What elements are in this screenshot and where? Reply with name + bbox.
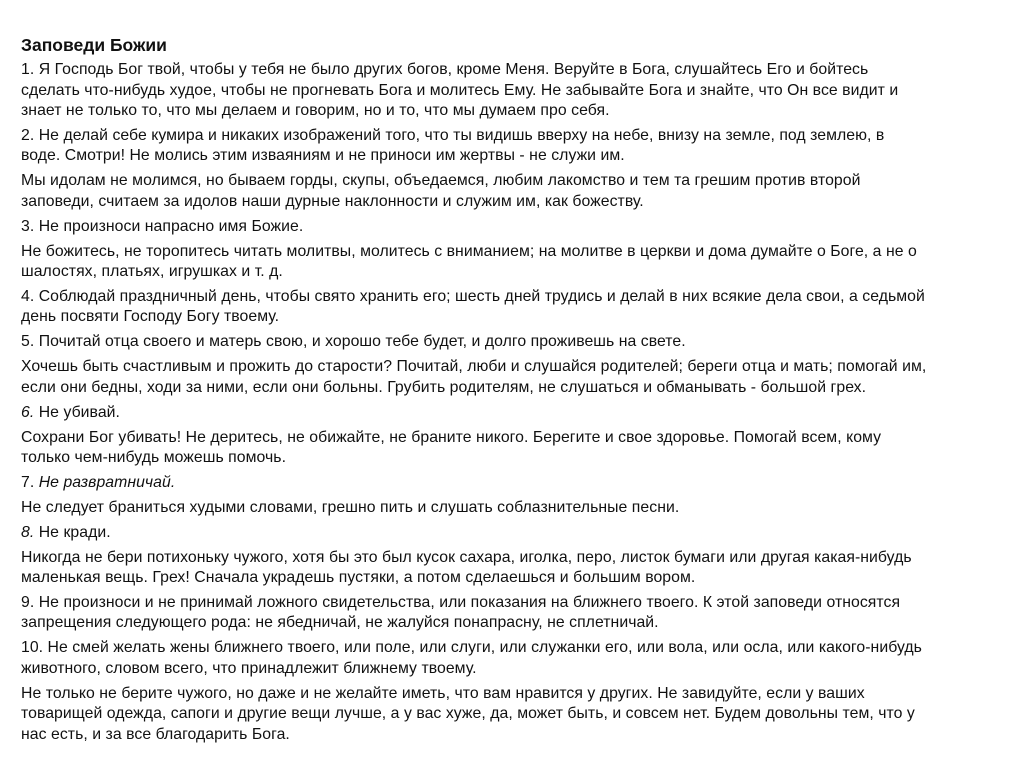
text-line: только чем-нибудь можешь помочь.	[21, 449, 287, 467]
text-line: если они бедны, ходи за ними, если они больны. Грубить родителям, не слушаться и обманывать - большой грех.	[21, 378, 867, 396]
text-line: животного, словом всего, что принадлежит ближнему твоему.	[21, 659, 477, 677]
text-line: 10. Не смей желать жены ближнего твоего, или поле, или слуги, или служанки его, или вола, или осла, или какого-нибудь	[21, 639, 922, 657]
commandment-number: 8.	[21, 523, 35, 541]
explanation-2	[21, 171, 1011, 212]
explanation-7	[21, 498, 1011, 519]
commandment-7	[21, 473, 1011, 494]
text-line: 1. Я Господь Бог твой, чтобы у тебя не было других богов, кроме Меня. Веруйте в Бога, слушайтесь Его и бойтесь	[21, 61, 869, 78]
commandment-text: Не кради.	[34, 523, 111, 541]
explanation-8	[21, 548, 1011, 589]
text-line: 5. Почитай отца своего и матерь свою, и хорошо тебе будет, и долго проживешь на свете.	[21, 333, 686, 351]
commandment-2	[21, 126, 1011, 167]
commandment-9	[21, 593, 1011, 634]
text-line: шалостях, платьях, игрушках и т. д.	[21, 263, 283, 281]
text-line: 9. Не произноси и не принимай ложного свидетельства, или показания на ближнего твоего. К этой заповеди относятся	[21, 593, 901, 611]
text-line: заповеди, считаем за идолов наши дурные наклонности и служим им, как божеству.	[21, 192, 644, 210]
text-line: день посвяти Господу Богу твоему.	[21, 308, 280, 326]
commandment-number: 7.	[21, 473, 39, 491]
commandment-10	[21, 638, 1011, 679]
text-line: Не только не берите чужого, но даже и не желайте иметь, что вам нравится у других. Не завидуйте, если у ваших	[21, 684, 865, 702]
text-line: Сохрани Бог убивать! Не деритесь, не обижайте, не браните никого. Берегите и свое здоровье. Помогай всем, кому	[21, 428, 882, 446]
text-line: 3. Не произноси напрасно имя Божие.	[21, 217, 304, 235]
text-line: запрещения следующего рода: не ябедничай, не жалуйся понапрасну, не сплетничай.	[21, 614, 659, 632]
text-line: Не божитесь, не торопитесь читать молитвы, молитесь с вниманием; на молитве в церкви и дома думайте о Боге, а не о	[21, 242, 917, 260]
commandment-6	[21, 403, 1011, 424]
explanation-5	[21, 357, 1011, 398]
commandment-5	[21, 332, 1011, 353]
commandment-text: Не убивай.	[34, 403, 120, 421]
page-title: Заповеди Божии	[21, 35, 167, 55]
text-line: знает не только то, что мы делаем и говорим, но и то, что мы думаем про себя.	[21, 102, 610, 119]
text-line: 4. Соблюдай праздничный день, чтобы свято хранить его; шесть дней трудись и делай в них всякие дела свои, а седьмой	[21, 287, 925, 305]
commandment-number: 6.	[21, 403, 35, 421]
explanation-10	[21, 684, 1011, 746]
text-line: воде. Смотри! Не молись этим изваяниям и не приноси им жертвы - не служи им.	[21, 147, 625, 165]
text-line: товарищей одежда, сапоги и другие вещи лучше, а у вас хуже, да, может быть, и совсем нет. Будем довольны тем, что у	[21, 705, 915, 723]
text-line: нас есть, и за все благодарить Бога.	[21, 725, 290, 743]
text-line: сделать что-нибудь худое, чтобы не прогневать Бога и молитесь Ему. Не забывайте Бога и знайте, что Он все видит и	[21, 81, 899, 99]
explanation-6	[21, 428, 1011, 469]
commandment-8	[21, 523, 1011, 544]
commandment-1	[21, 60, 1011, 122]
explanation-3	[21, 242, 1011, 283]
text-line: Хочешь быть счастливым и прожить до старости? Почитай, люби и слушайся родителей; береги отца и мать; помогай им,	[21, 358, 927, 376]
text-line: Никогда не бери потихоньку чужого, хотя бы это был кусок сахара, иголка, перо, листок бумаги или другая какая-нибудь	[21, 548, 912, 566]
commandment-text: Не развратничай.	[38, 473, 176, 491]
commandment-3	[21, 217, 1011, 238]
text-line: 2. Не делай себе кумира и никаких изображений того, что ты видишь вверху на небе, внизу на земле, под землею, в	[21, 126, 885, 144]
text-line: Не следует браниться худыми словами, грешно пить и слушать соблазнительные песни.	[21, 498, 680, 516]
text-line: Мы идолам не молимся, но бываем горды, скупы, объедаемся, любим лакомство и тем та грешим против второй	[21, 172, 861, 190]
document-page	[21, 34, 1011, 750]
text-line: маленькая вещь. Грех! Сначала украдешь пустяки, а потом сделаешься и большим вором.	[21, 569, 696, 587]
commandment-4	[21, 287, 1011, 328]
